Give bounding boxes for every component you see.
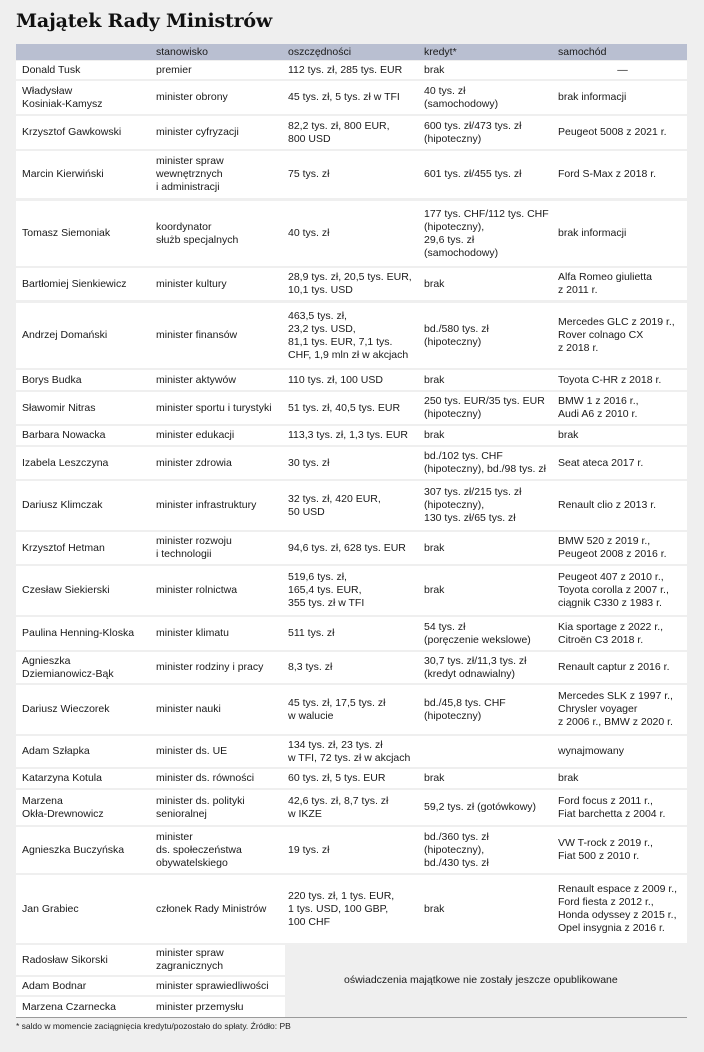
cell-credit [424,481,556,530]
cell-name-text: Adam Szłapka [22,745,90,757]
cell-position [156,370,286,390]
cell-car-text: Ford S-Max z 2018 r. [558,168,657,180]
cell-credit [424,426,556,445]
cell-position-text: minister infrastruktury [156,499,257,511]
cell-credit-text: 600 tys. zł/473 tys. zł (hipoteczny) [424,119,522,145]
cell-car-text: Renault espace z 2009 r., Ford fiesta z 2012 r., Honda odyssey z 2015 r., Opel insygnia z 2016 r. [558,883,678,934]
cell-credit [424,532,556,564]
cell-name-text: Borys Budka [22,373,82,386]
cell-savings [288,827,421,873]
cell-name [22,875,152,943]
cell-savings-text: 75 tys. zł [288,168,330,180]
cell-position-text: minister obrony [156,91,228,103]
cell-savings [288,116,421,149]
table-row [16,790,687,825]
table-row [16,303,687,368]
cell-credit-text: 177 tys. CHF/112 tys. CHF (hipoteczny), 29,6 tys. zł (samochodowy) [424,207,549,259]
cell-savings [288,769,421,788]
cell-position-text: minister sprawiedliwości [156,979,269,992]
cell-name [22,652,152,683]
cell-car-text: Seat ateca 2017 r. [558,456,644,469]
cell-credit-text: brak [424,541,445,554]
cell-position [156,532,286,564]
cell-name-text: Barbara Nowacka [22,429,106,441]
cell-savings-text: 45 tys. zł, 5 tys. zł w TFI [288,91,400,103]
table-row [16,532,687,564]
cell-car-text: BMW 520 z 2019 r., Peugeot 2008 z 2016 r. [558,535,667,560]
cell-credit-text: bd./360 tys. zł (hipoteczny), bd./430 tys. zł [424,830,489,869]
table-row [16,447,687,479]
cell-credit [424,61,556,79]
cell-savings-text: 45 tys. zł, 17,5 tys. zł w walucie [288,696,386,722]
cell-position-text: minister sportu i turystyki [156,401,272,414]
cell-savings-text: 113,3 tys. zł, 1,3 tys. EUR [288,429,409,441]
cell-car-text: wynajmowany [558,745,624,757]
cell-credit [424,769,556,788]
cell-position [156,303,286,368]
cell-position [156,392,286,424]
cell-name [22,769,152,788]
cell-name-text: Radosław Sikorski [22,953,108,966]
cell-car [558,370,687,390]
footnote: * saldo w momencie zaciągnięcia kredytu/pozostało do spłaty. Źródło: PB [16,1021,291,1031]
cell-savings-text: 51 tys. zł, 40,5 tys. EUR [288,401,401,414]
cell-car [558,827,687,873]
cell-car-text: brak [558,772,579,784]
cell-savings-text: 134 tys. zł, 23 tys. zł w TFI, 72 tys. zł w akcjach [288,738,411,764]
header-credit: kredyt* [424,46,457,58]
cell-savings [288,392,421,424]
cell-savings-text: 19 tys. zł [288,843,330,856]
cell-credit [424,652,556,683]
table-row [16,116,687,149]
cell-credit [424,370,556,390]
cell-credit-text: brak [424,277,445,290]
cell-car [558,268,687,300]
cell-position [156,566,286,615]
cell-position [156,61,286,79]
cell-savings [288,736,421,767]
cell-savings-text: 40 tys. zł [288,227,330,239]
cell-position [156,268,286,300]
cell-name [22,116,152,149]
cell-car [558,617,687,650]
cell-credit [424,736,556,767]
cell-credit-text: bd./45,8 tys. CHF (hipoteczny) [424,696,506,722]
table-row-unpublished [16,977,285,995]
cell-savings-text: 463,5 tys. zł, 23,2 tys. USD, 81,1 tys. EUR, 7,1 tys. CHF, 1,9 mln zł w akcjach [288,309,409,361]
cell-car-text: Kia sportage z 2022 r., Citroën C3 2018 r. [558,620,664,646]
cell-name [22,447,152,479]
table-row [16,426,687,445]
cell-credit-text: brak [424,902,445,915]
cell-credit [424,116,556,149]
table-row [16,652,687,683]
cell-position [156,827,286,873]
cell-car [558,151,687,198]
table-row [16,392,687,424]
cell-name [22,617,152,650]
cell-savings [288,790,421,825]
cell-position-text: minister cyfryzacji [156,126,239,138]
cell-credit [424,447,556,479]
cell-credit [424,790,556,825]
cell-name [22,268,152,300]
cell-name-text: Katarzyna Kotula [22,772,102,784]
table-row [16,81,687,114]
cell-position [156,977,286,995]
cell-name [22,566,152,615]
table-row [16,769,687,788]
cell-position-text: minister edukacji [156,429,235,441]
cell-position [156,736,286,767]
cell-credit-text: 40 tys. zł (samochodowy) [424,84,499,110]
cell-car [558,736,687,767]
cell-credit-text: 307 tys. zł/215 tys. zł (hipoteczny), 130 tys. zł/65 tys. zł [424,486,522,524]
cell-credit [424,392,556,424]
cell-position-text: minister kultury [156,277,227,290]
cell-car [558,426,687,445]
cell-savings [288,652,421,683]
cell-car [558,61,687,79]
cell-savings [288,566,421,615]
cell-name [22,977,152,995]
cell-credit [424,201,556,266]
footer-divider [16,1017,687,1018]
cell-car [558,566,687,615]
cell-savings [288,201,421,266]
cell-savings-text: 511 tys. zł [288,627,335,639]
cell-credit [424,566,556,615]
cell-name [22,532,152,564]
cell-credit [424,827,556,873]
cell-car [558,116,687,149]
cell-credit-text: bd./102 tys. CHF (hipoteczny), bd./98 tys. zł [424,450,546,475]
cell-position-text: minister spraw wewnętrznych i administracji [156,155,224,193]
cell-savings-text: 519,6 tys. zł, 165,4 tys. EUR, 355 tys. zł w TFI [288,571,365,609]
cell-credit [424,151,556,198]
cell-credit-text: 250 tys. EUR/35 tys. EUR (hipoteczny) [424,395,545,420]
cell-savings [288,61,421,79]
cell-car-text: Ford focus z 2011 r., Fiat barchetta z 2004 r. [558,794,666,820]
cell-name [22,201,152,266]
table-row [16,827,687,873]
cell-position [156,652,286,683]
cell-name-text: Bartłomiej Sienkiewicz [22,277,127,290]
cell-position-text: minister rodziny i pracy [156,661,264,673]
cell-credit [424,81,556,114]
header-car: samochód [558,46,607,58]
cell-savings-text: 28,9 tys. zł, 20,5 tys. EUR, 10,1 tys. USD [288,271,412,296]
table-row [16,481,687,530]
cell-name-text: Andrzej Domański [22,329,108,341]
cell-position-text: minister ds. równości [156,772,255,784]
cell-position-text: minister ds. polityki senioralnej [156,794,245,820]
cell-name-text: Izabela Leszczyna [22,456,109,469]
cell-credit [424,303,556,368]
cell-name-text: Marcin Kierwiński [22,168,104,180]
cell-name-text: Paulina Henning-Kloska [22,627,135,639]
cell-car-text: Alfa Romeo giulietta z 2011 r. [558,271,652,296]
cell-car-text: brak [558,429,579,441]
cell-name-text: Donald Tusk [22,63,81,76]
cell-car [558,875,687,943]
cell-savings [288,370,421,390]
cell-car [558,481,687,530]
table-row [16,617,687,650]
header-position: stanowisko [156,46,208,58]
cell-name [22,945,152,975]
cell-position [156,997,286,1017]
cell-car-text: Renault clio z 2013 r. [558,499,657,511]
cell-credit [424,685,556,734]
cell-car [558,652,687,683]
cell-credit-text: 54 tys. zł (poręczenie wekslowe) [424,620,531,646]
unpublished-note: oświadczenia majątkowe nie zostały jeszcze opublikowane [344,974,618,986]
cell-car [558,769,687,788]
cell-position-text: minister nauki [156,703,221,715]
cell-position [156,481,286,530]
table-row-unpublished [16,997,285,1017]
cell-name-text: Czesław Siekierski [22,584,110,596]
cell-credit-text: brak [424,429,445,441]
cell-savings [288,268,421,300]
cell-car-text: BMW 1 z 2016 r., Audi A6 z 2010 r. [558,395,639,420]
cell-name-text: Tomasz Siemoniak [22,227,111,239]
cell-car-text: Peugeot 407 z 2010 r., Toyota corolla z 2007 r., ciągnik C330 z 1983 r. [558,571,669,609]
cell-name [22,736,152,767]
cell-car-text: Renault captur z 2016 r. [558,661,670,673]
cell-credit [424,617,556,650]
cell-position [156,81,286,114]
table-row [16,201,687,266]
cell-car [558,392,687,424]
cell-name-text: Adam Bodnar [22,979,87,992]
cell-car-text: brak informacji [558,227,627,239]
table-row-unpublished [16,945,285,975]
cell-credit-text: brak [424,63,445,76]
table-row [16,268,687,300]
cell-position [156,875,286,943]
cell-car-text: Mercedes GLC z 2019 r., Rover colnago CX z 2018 r. [558,316,675,354]
cell-savings [288,481,421,530]
cell-savings [288,151,421,198]
cell-name [22,392,152,424]
cell-position-text: minister ds. społeczeństwa obywatelskiego [156,830,242,869]
cell-credit-text: 59,2 tys. zł (gotówkowy) [424,801,537,813]
cell-name [22,481,152,530]
cell-savings-text: 30 tys. zł [288,456,330,469]
cell-name-text: Władysław Kosiniak-Kamysz [22,84,103,110]
cell-savings [288,81,421,114]
cell-position-text: członek Rady Ministrów [156,902,267,915]
cell-position-text: minister zdrowia [156,456,232,469]
cell-name [22,790,152,825]
cell-savings-text: 220 tys. zł, 1 tys. EUR, 1 tys. USD, 100 GBP, 100 CHF [288,889,395,928]
cell-name-text: Krzysztof Gawkowski [22,126,122,138]
cell-credit-text: 601 tys. zł/455 tys. zł [424,168,522,180]
cell-car-text: Mercedes SLK z 1997 r., Chrysler voyager z 2006 r., BMW z 2020 r. [558,690,673,728]
cell-savings-text: 82,2 tys. zł, 800 EUR, 800 USD [288,119,390,145]
cell-position [156,945,286,975]
cell-savings-text: 32 tys. zł, 420 EUR, 50 USD [288,492,381,518]
table-header [16,44,687,60]
cell-car [558,790,687,825]
cell-car-text: VW T-rock z 2019 r., Fiat 500 z 2010 r. [558,837,653,862]
cell-position [156,426,286,445]
cell-credit-text: bd./580 tys. zł (hipoteczny) [424,322,489,348]
cell-name [22,81,152,114]
cell-position-text: minister przemysłu [156,1000,244,1013]
cell-position-text: premier [156,63,192,76]
table-row [16,370,687,390]
cell-credit-text: brak [424,373,445,386]
cell-name [22,370,152,390]
cell-position [156,685,286,734]
cell-position [156,790,286,825]
cell-savings [288,447,421,479]
cell-name [22,303,152,368]
cell-position [156,151,286,198]
cell-savings [288,532,421,564]
cell-position [156,116,286,149]
cell-savings [288,303,421,368]
cell-position-text: minister spraw zagranicznych [156,947,224,972]
cell-position [156,769,286,788]
table-row [16,566,687,615]
cell-savings-text: 60 tys. zł, 5 tys. EUR [288,772,386,784]
cell-savings-text: 42,6 tys. zł, 8,7 tys. zł w IKZE [288,794,389,820]
cell-name-text: Sławomir Nitras [22,401,96,414]
table-row [16,151,687,198]
table-row [16,875,687,943]
cell-savings-text: 8,3 tys. zł [288,661,333,673]
cell-savings [288,685,421,734]
cell-position-text: minister finansów [156,329,238,341]
cell-name-text: Marzena Okła-Drewnowicz [22,794,104,820]
cell-savings [288,875,421,943]
cell-car [558,303,687,368]
cell-credit-text: brak [424,584,445,596]
cell-position-text: koordynator służb specjalnych [156,220,239,246]
cell-car [558,532,687,564]
cell-position-text: minister ds. UE [156,745,228,757]
table-row [16,736,687,767]
cell-credit-text: 30,7 tys. zł/11,3 tys. zł (kredyt odnawialny) [424,654,527,680]
cell-savings-text: 94,6 tys. zł, 628 tys. EUR [288,541,406,554]
cell-car-text: Toyota C-HR z 2018 r. [558,373,662,386]
cell-name-text: Dariusz Klimczak [22,499,103,511]
cell-name-text: Agnieszka Buczyńska [22,843,125,856]
cell-savings [288,426,421,445]
cell-car [558,685,687,734]
cell-position [156,617,286,650]
table-row [16,685,687,734]
cell-car [558,447,687,479]
cell-savings-text: 110 tys. zł, 100 USD [288,373,383,386]
cell-position-text: minister rolnictwa [156,584,238,596]
cell-position [156,447,286,479]
cell-name [22,997,152,1017]
cell-name-text: Marzena Czarnecka [22,1000,116,1013]
cell-name [22,61,152,79]
cell-name-text: Agnieszka Dziemianowicz-Bąk [22,654,114,680]
cell-savings [288,617,421,650]
cell-position-text: minister rozwoju i technologii [156,535,232,560]
cell-credit [424,875,556,943]
page-title: Majątek Rady Ministrów [16,10,273,32]
cell-name [22,827,152,873]
cell-car [558,201,687,266]
cell-position-text: minister aktywów [156,373,236,386]
cell-name-text: Dariusz Wieczorek [22,703,110,715]
cell-name [22,151,152,198]
cell-car-text: — [617,63,628,76]
cell-position [156,201,286,266]
cell-car [558,81,687,114]
cell-name [22,426,152,445]
cell-savings-text: 112 tys. zł, 285 tys. EUR [288,63,403,76]
table-row [16,61,687,79]
header-savings: oszczędności [288,46,352,58]
cell-credit-text: brak [424,772,445,784]
cell-name-text: Krzysztof Hetman [22,541,105,554]
cell-car-text: Peugeot 5008 z 2021 r. [558,126,667,138]
cell-car-text: brak informacji [558,91,627,103]
cell-credit [424,268,556,300]
cell-name [22,685,152,734]
cell-position-text: minister klimatu [156,627,229,639]
cell-name-text: Jan Grabiec [22,902,79,915]
